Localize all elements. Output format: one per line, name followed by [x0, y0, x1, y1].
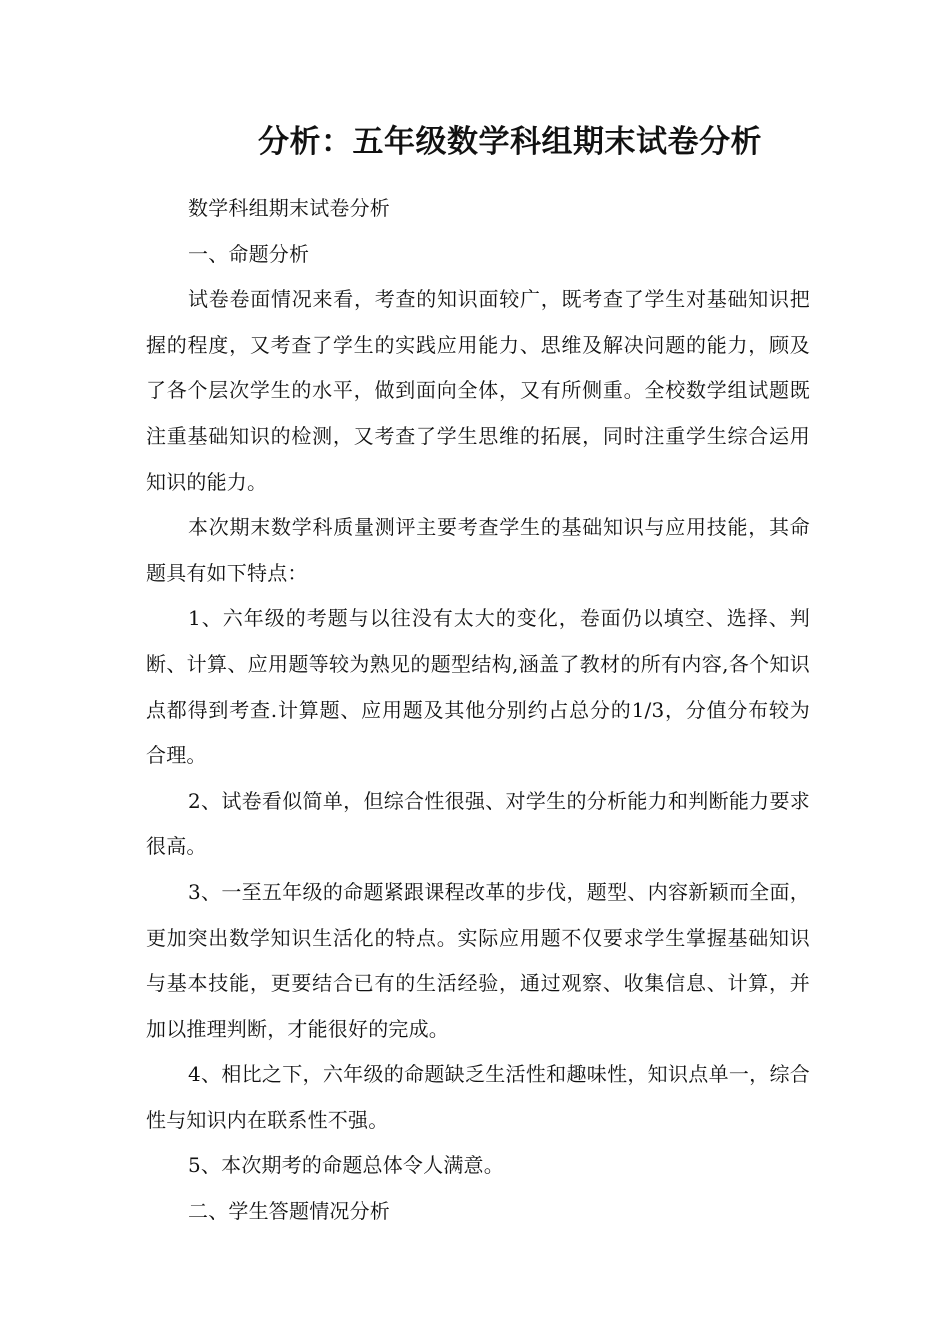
document-title: 分析：五年级数学科组期末试卷分析: [258, 124, 762, 160]
paragraph-features-intro: 本次期末数学科质量测评主要考查学生的基础知识与应用技能，其命题具有如下特点：: [146, 515, 810, 585]
paragraph-point-4: 4、相比之下，六年级的命题缺乏生活性和趣味性，知识点单一，综合性与知识内在联系性不强。: [146, 1062, 810, 1132]
section-heading-proposition-analysis: 一、命题分析: [188, 241, 310, 266]
document-body: [146, 186, 810, 1235]
paragraph-overview: 试卷卷面情况来看，考查的知识面较广，既考查了学生对基础知识把握的程度，又考查了学生的实践应用能力、思维及解决问题的能力，顾及了各个层次学生的水平，做到面向全体，又有所侧重。全校数学组试题既注重基础知识的检测，又考查了学生思维的拓展，同时注重学生综合运用知识的能力。: [146, 287, 810, 494]
paragraph-point-2: 2、试卷看似简单，但综合性很强、对学生的分析能力和判断能力要求很高。: [146, 788, 810, 859]
paragraph-point-5: 5、本次期考的命题总体令人满意。: [188, 1153, 504, 1178]
paragraph-subtitle: 数学科组期末试卷分析: [188, 196, 390, 220]
paragraph-point-1: 1、六年级的考题与以往没有太大的变化，卷面仍以填空、选择、判断、计算、应用题等较为熟见的题型结构,涵盖了教材的所有内容,各个知识点都得到考查.计算题、应用题及其他分别约占总分的1/3，分值分布较为合理。: [146, 606, 810, 768]
paragraph-point-3: 3、一至五年级的命题紧跟课程改革的步伐，题型、内容新颖而全面，更加突出数学知识生活化的特点。实际应用题不仅要求学生掌握基础知识与基本技能，更要结合已有的生活经验，通过观察、收集信息、计算，并加以推理判断，才能很好的完成。: [146, 879, 810, 1041]
section-heading-student-answers: 二、学生答题情况分析: [188, 1199, 390, 1224]
